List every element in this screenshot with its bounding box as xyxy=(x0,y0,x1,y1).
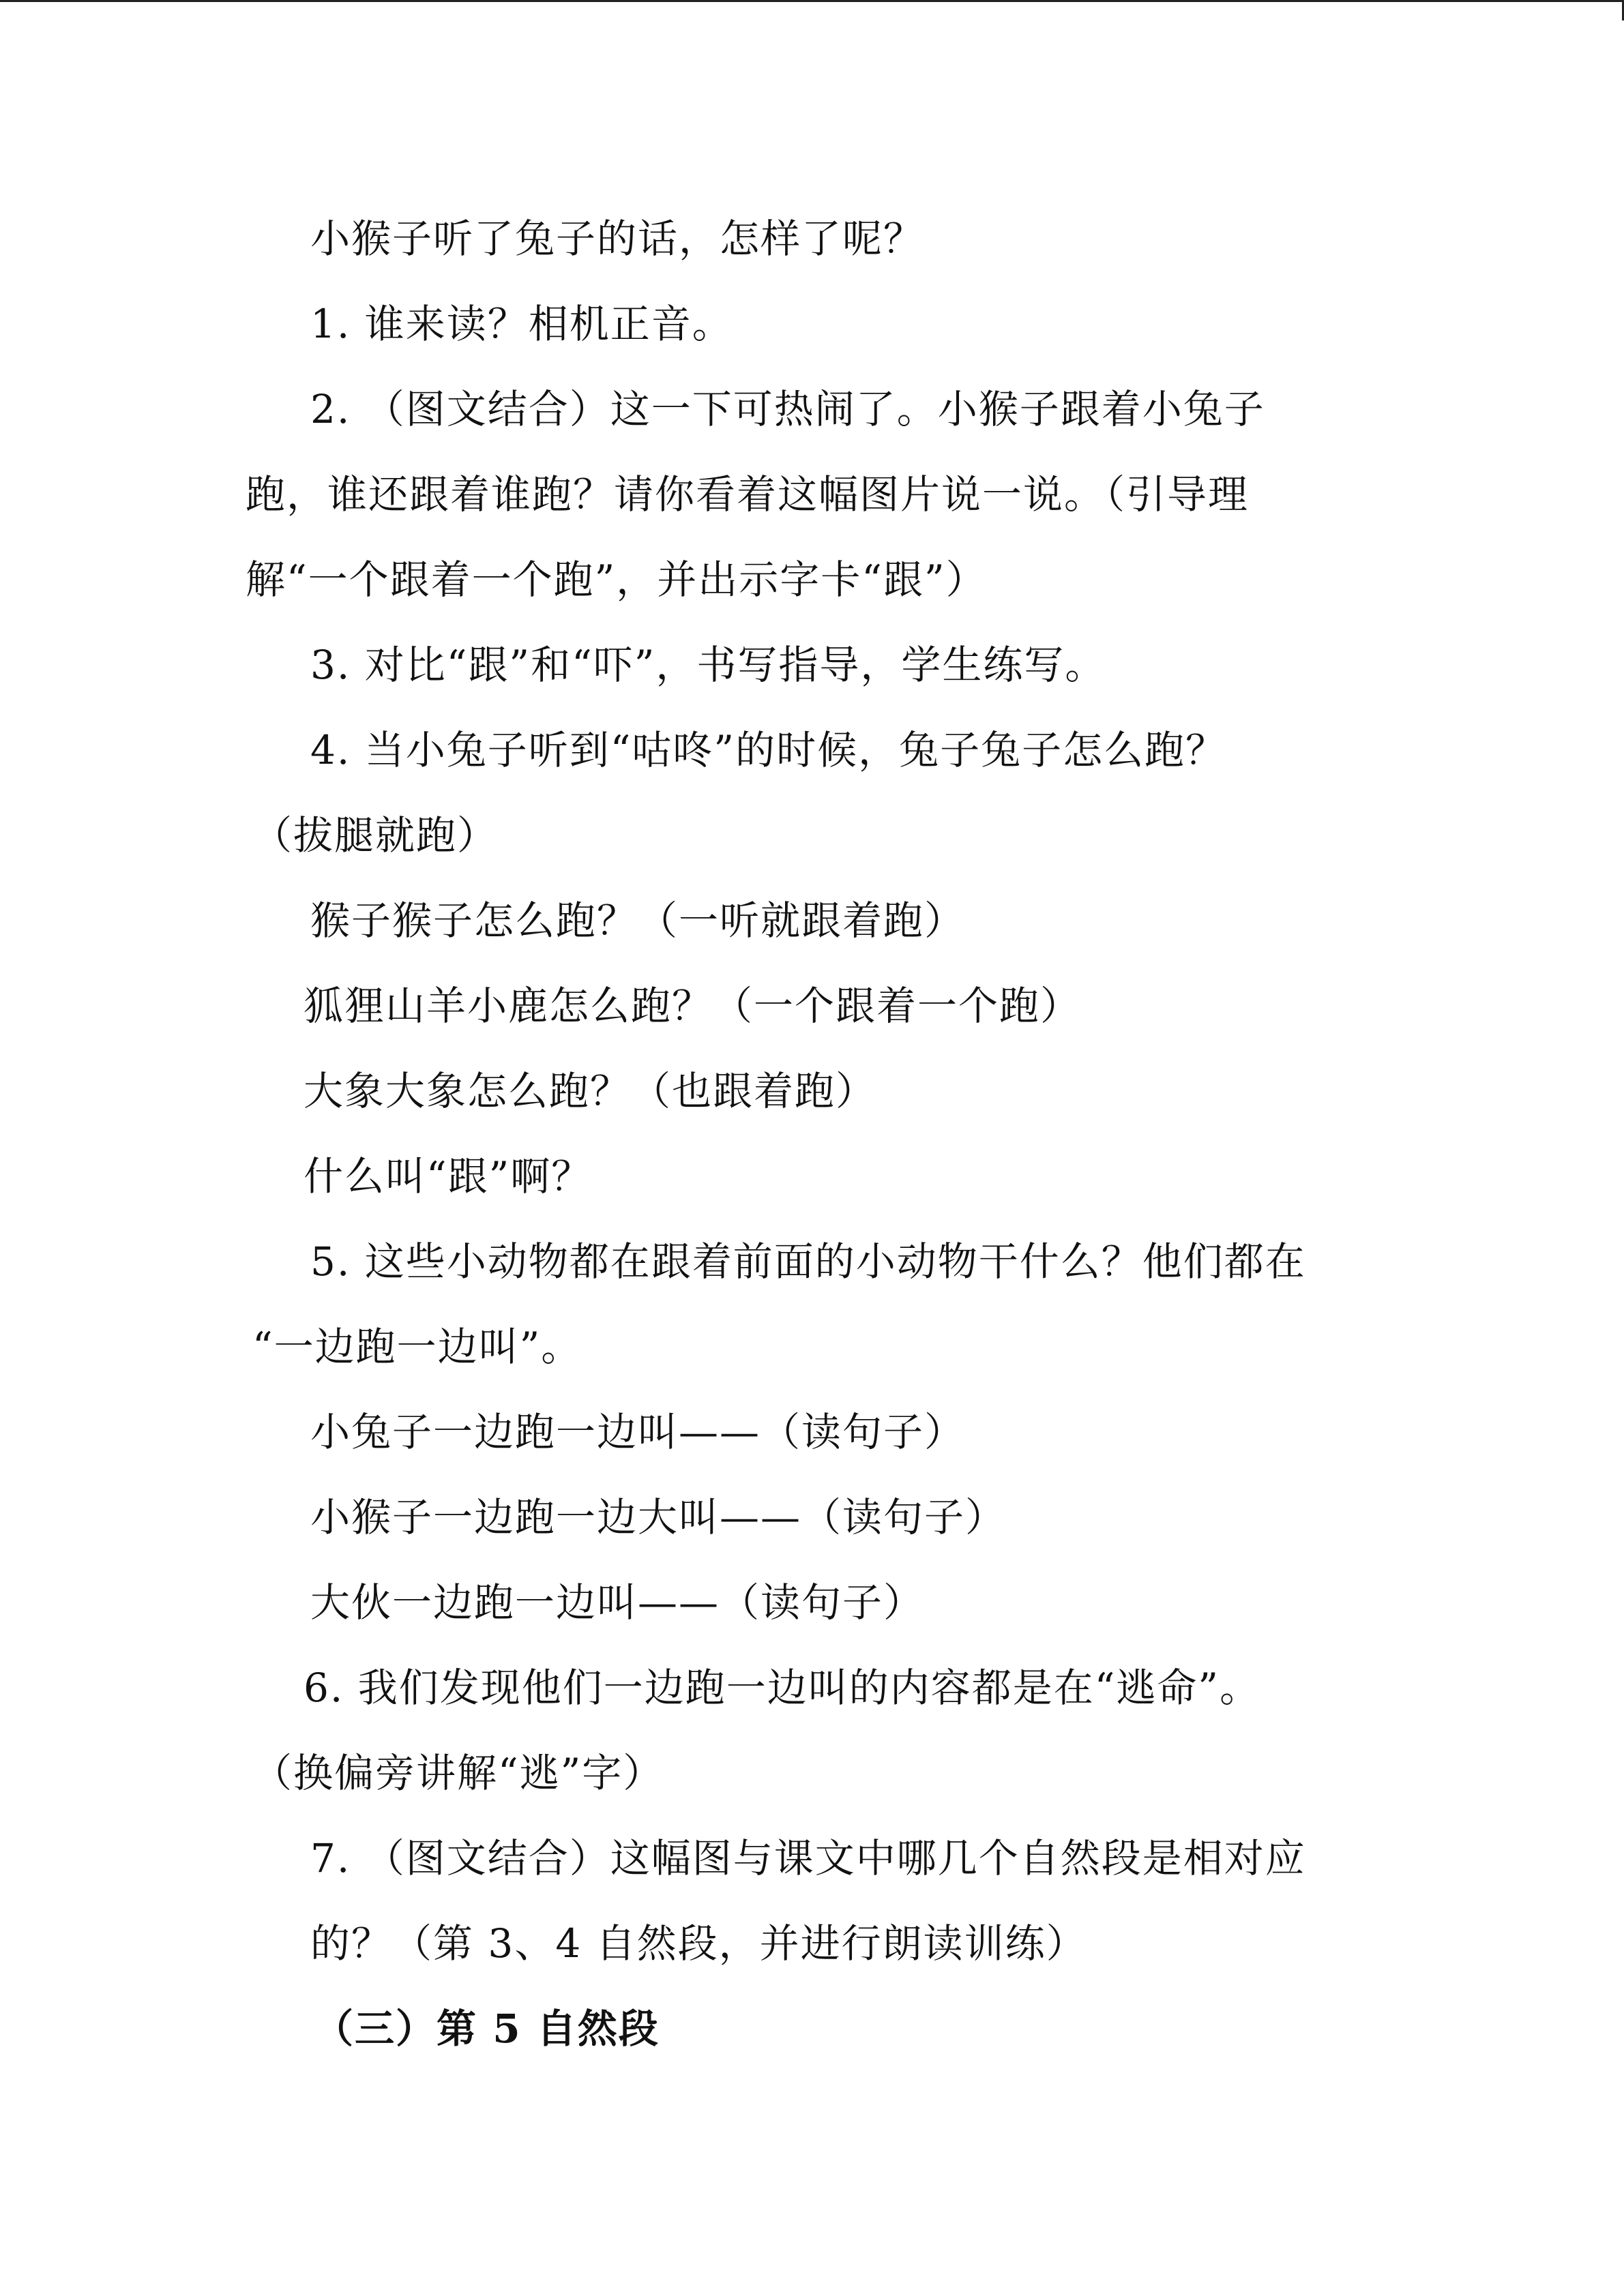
text-line-18: 6. 我们发现他们一边跑一边叫的内容都是在“逃命”。 xyxy=(304,1665,1261,1711)
text-line-6: 3. 对比“跟”和“吓”，书写指导，学生练写。 xyxy=(310,642,1106,688)
text-line-12: 什么叫“跟”啊？ xyxy=(304,1153,593,1199)
text-line-16: 小猴子一边跑一边大叫——（读句子） xyxy=(310,1494,1007,1540)
text-line-5: 解“一个跟着一个跑”，并出示字卡“跟”） xyxy=(246,556,987,603)
text-line-13: 5. 这些小动物都在跟着前面的小动物干什么？他们都在 xyxy=(310,1238,1306,1285)
text-line-8: （拔腿就跑） xyxy=(252,812,499,859)
text-line-2: 1. 谁来读？相机正音。 xyxy=(310,301,733,347)
text-line-17: 大伙一边跑一边叫——（读句子） xyxy=(310,1579,925,1626)
text-line-4: 跑，谁还跟着谁跑？请你看着这幅图片说一说。（引导理 xyxy=(246,471,1250,518)
text-line-1: 小猴子听了兔子的话，怎样了呢？ xyxy=(310,215,925,262)
text-line-20: 7. （图文结合）这幅图与课文中哪几个自然段是相对应 xyxy=(310,1835,1306,1881)
text-line-15: 小兔子一边跑一边叫——（读句子） xyxy=(310,1409,966,1455)
text-line-10: 狐狸山羊小鹿怎么跑？（一个跟着一个跑） xyxy=(304,983,1082,1029)
page-top-border xyxy=(0,0,1624,2)
text-line-3: 2. （图文结合）这一下可热闹了。小猴子跟着小兔子 xyxy=(310,386,1265,432)
text-line-7: 4. 当小兔子听到“咕咚”的时候，兔子兔子怎么跑？ xyxy=(310,727,1227,773)
text-line-11: 大象大象怎么跑？（也跟着跑） xyxy=(304,1068,877,1114)
text-line-14: “一边跑一边叫”。 xyxy=(252,1324,582,1370)
section-heading: （三）第 5 自然段 xyxy=(314,2006,660,2052)
text-line-19: （换偏旁讲解“逃”字） xyxy=(252,1750,664,1796)
text-line-9: 猴子猴子怎么跑？（一听就跟着跑） xyxy=(310,897,966,944)
text-line-21: 的？（第 3、4 自然段，并进行朗读训练） xyxy=(310,1920,1087,1967)
